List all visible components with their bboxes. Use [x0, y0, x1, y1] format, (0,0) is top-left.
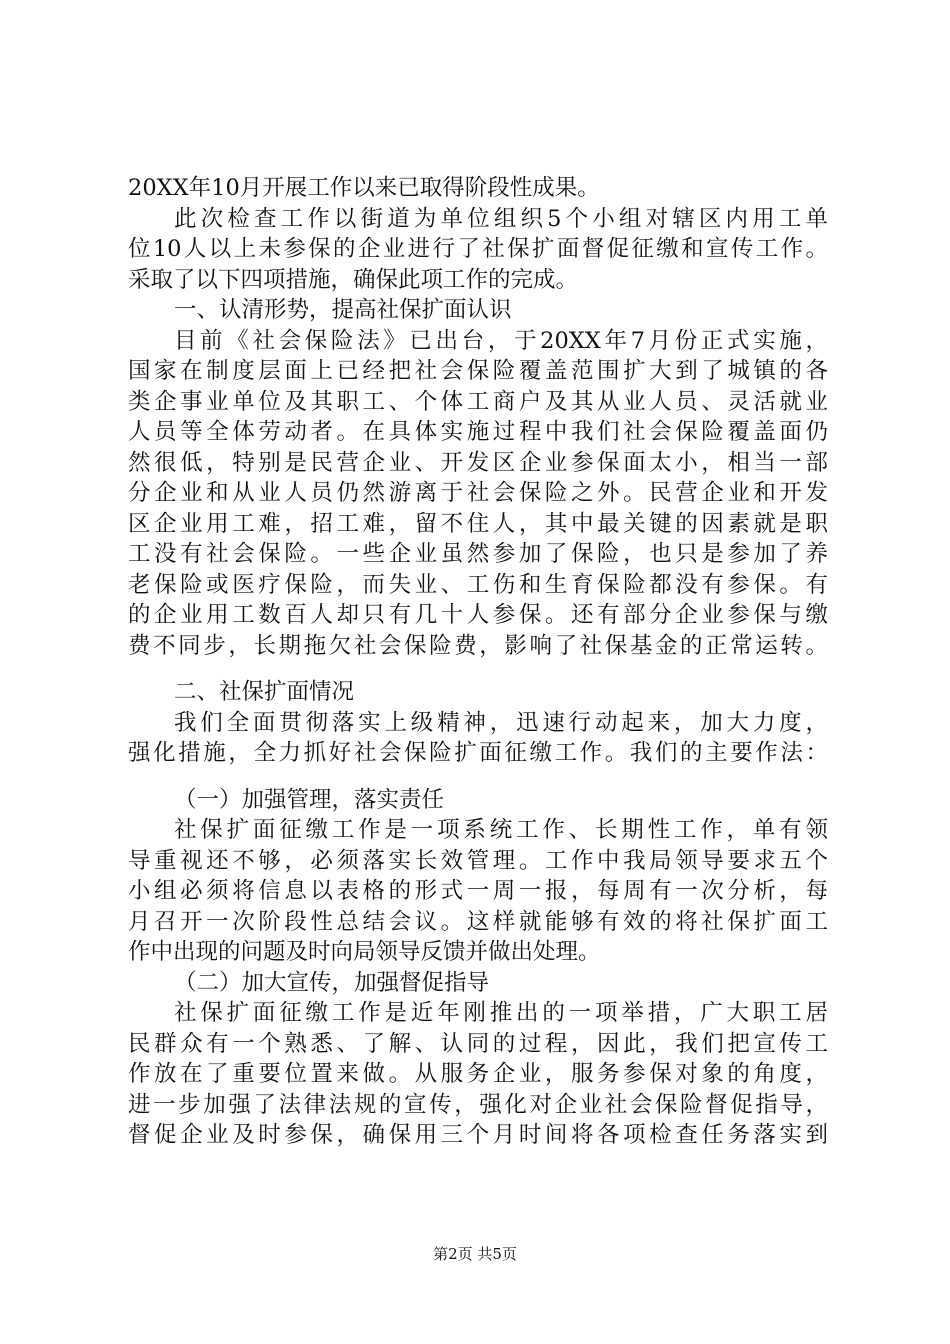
subsection-heading: （二）加大宣传，加强督促指导 — [174, 969, 490, 996]
paragraph-line: 强化措施，全力抓好社会保险扩面征缴工作。我们的主要作法： — [128, 740, 828, 766]
paragraph-line: 20XX年10月开展工作以来已取得阶段性成果。 — [128, 175, 600, 201]
paragraph-line: 导重视还不够，必须落实长效管理。工作中我局领导要求五个 — [128, 847, 828, 874]
subsection-heading: （一）加强管理，落实责任 — [174, 786, 445, 813]
paragraph-line: 作中出现的问题及时向局领导反馈并做出处理。 — [128, 939, 601, 965]
paragraph-line: 国家在制度层面上已经把社会保险覆盖范围扩大到了城镇的各 — [128, 358, 828, 384]
section-heading: 二、社保扩面情况 — [174, 679, 355, 705]
paragraph-gap — [128, 661, 828, 677]
paragraph-line: 社保扩面征缴工作是近年刚推出的一项举措，广大职工居 — [174, 1000, 828, 1026]
paragraph-line: 类企事业单位及其职工、个体工商户及其从业人员、灵活就业 — [128, 388, 828, 415]
paragraph-line: 月召开一次阶段性总结会议。这样就能够有效的将社保扩面工 — [128, 908, 828, 935]
section-heading: 一、认清形势，提高社保扩面认识 — [174, 297, 512, 323]
paragraph-line: 社保扩面征缴工作是一项系统工作、长期性工作，单有领 — [174, 817, 828, 843]
paragraph-line: 然很低，特别是民营企业、开发区企业参保面太小，相当一部 — [128, 449, 828, 476]
paragraph-line: 人员等全体劳动者。在具体实施过程中我们社会保险覆盖面仍 — [128, 419, 828, 445]
paragraph-line: 目前《社会保险法》已出台，于20XX年7月份正式实施， — [174, 327, 828, 354]
paragraph-line: 我们全面贯彻落实上级精神，迅速行动起来，加大力度， — [174, 709, 828, 736]
paragraph-line: 进一步加强了法律法规的宣传，强化对企业社会保险督促指导， — [128, 1091, 828, 1118]
page-number-label: 第2页 共5页 — [433, 1245, 517, 1263]
paragraph-line: 采取了以下四项措施，确保此项工作的完成。 — [128, 266, 579, 293]
paragraph-line: 此次检查工作以街道为单位组织5个小组对辖区内用工单 — [174, 205, 828, 232]
paragraph-gap — [128, 769, 828, 785]
page-footer — [0, 1244, 950, 1264]
paragraph-line: 工没有社会保险。一些企业虽然参加了保险，也只是参加了养 — [128, 541, 828, 567]
paragraph-line: 的企业用工数百人却只有几十人参保。还有部分企业参保与缴 — [128, 602, 828, 628]
paragraph-line: 老保险或医疗保险，而失业、工伤和生育保险都没有参保。有 — [128, 571, 828, 598]
paragraph-line: 位10人以上未参保的企业进行了社保扩面督促征缴和宣传工作。 — [128, 236, 828, 262]
paragraph-line: 费不同步，长期拖欠社会保险费，影响了社保基金的正常运转。 — [128, 632, 828, 659]
paragraph-line: 民群众有一个熟悉、了解、认同的过程，因此，我们把宣传工 — [128, 1030, 828, 1057]
paragraph-line: 小组必须将信息以表格的形式一周一报，每周有一次分析，每 — [128, 878, 828, 904]
document-body — [128, 173, 828, 1151]
paragraph-line: 作放在了重要位置来做。从服务企业，服务参保对象的角度， — [128, 1061, 828, 1087]
paragraph-line: 督促企业及时参保，确保用三个月时间将各项检查任务落实到 — [128, 1122, 828, 1148]
paragraph-line: 分企业和从业人员仍然游离于社会保险之外。民营企业和开发 — [128, 480, 828, 506]
paragraph-line: 区企业用工难，招工难，留不住人，其中最关键的因素就是职 — [128, 510, 828, 537]
